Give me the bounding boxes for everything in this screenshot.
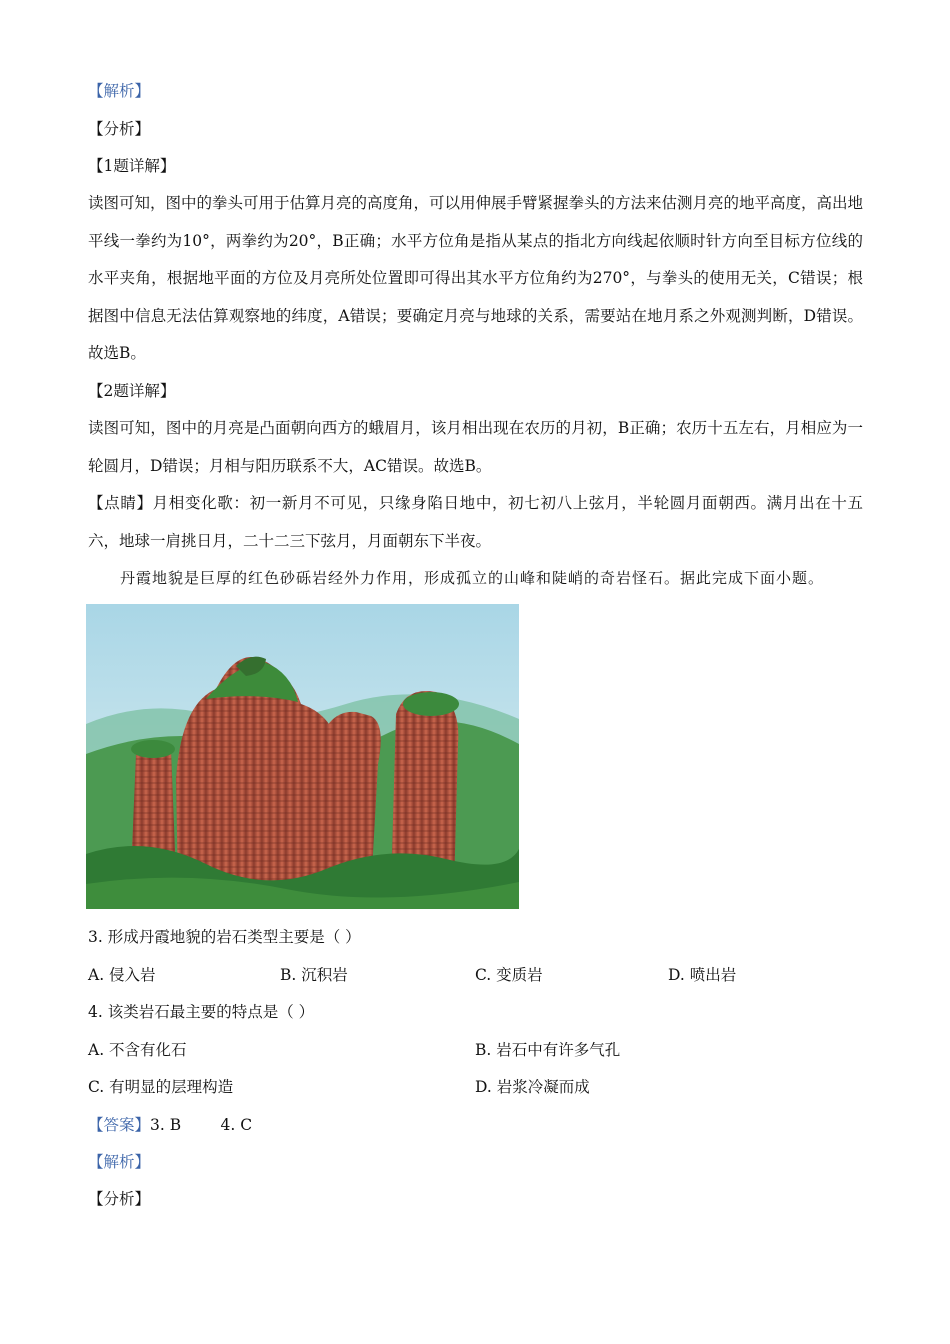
q2-detail-tag: 【2题详解】 bbox=[88, 382, 176, 400]
answer-text: 3. B 4. C bbox=[150, 1116, 253, 1134]
q4-option-c: C. 有明显的层理构造 bbox=[88, 1078, 234, 1096]
tip-paragraph bbox=[88, 485, 863, 560]
tip-text: 月相变化歌：初一新月不可见，只缘身陷日地中，初七初八上弦月，半轮圆月面朝西。满月出在十五六，地球一肩挑日月，二十二三下弦月，月面朝东下半夜。 bbox=[88, 494, 863, 550]
analysis-tag: 【分析】 bbox=[88, 120, 151, 138]
q4-stem: 4. 该类岩石最主要的特点是（ ） bbox=[88, 1003, 315, 1021]
q3-option-d: D. 喷出岩 bbox=[668, 966, 737, 984]
q1-detail-tag: 【1题详解】 bbox=[88, 157, 176, 175]
q3-option-b: B. 沉积岩 bbox=[280, 966, 348, 984]
q1-detail-text: 读图可知，图中的拳头可用于估算月亮的高度角，可以用伸展手臂紧握拳头的方法来估测月亮的地平高度，高出地平线一拳约为10°，两拳约为20°，B正确；水平方位角是指从某点的指北方向线起依顺时针方向至目标方位线的水平夹角，根据地平面的方位及月亮所处位置即可得出其水平方位角约为270°，与拳头的使用无关，C错误；根据图中信息无法估算观察地的纬度，A错误；要确定月亮与地球的关系，需要站在地月系之外观测判断，D错误。故选B。 bbox=[88, 194, 864, 362]
danxia-landform-photo bbox=[86, 604, 519, 909]
analysis-header-tag: 【解析】 bbox=[88, 82, 151, 100]
q2-detail-text: 读图可知，图中的月亮是凸面朝向西方的蛾眉月，该月相出现在农历的月初，B正确；农历十五左右，月相应为一轮圆月，D错误；月相与阳历联系不大，AC错误。故选B。 bbox=[88, 419, 863, 475]
q4-option-b: B. 岩石中有许多气孔 bbox=[475, 1041, 621, 1059]
intro-text: 丹霞地貌是巨厚的红色砂砾岩经外力作用，形成孤立的山峰和陡峭的奇岩怪石。据此完成下面小题。 bbox=[120, 569, 825, 587]
footer-fenxi-tag: 【分析】 bbox=[88, 1190, 151, 1208]
tip-tag: 【点睛】 bbox=[88, 494, 153, 512]
q3-stem: 3. 形成丹霞地貌的岩石类型主要是（ ） bbox=[88, 928, 361, 946]
q4-option-d: D. 岩浆冷凝而成 bbox=[475, 1078, 590, 1096]
footer-analysis-tag: 【解析】 bbox=[88, 1153, 151, 1171]
q3-option-c: C. 变质岩 bbox=[475, 966, 543, 984]
answer-tag: 【答案】 bbox=[88, 1116, 151, 1134]
q3-option-a: A. 侵入岩 bbox=[88, 966, 156, 984]
q4-option-a: A. 不含有化石 bbox=[88, 1041, 187, 1059]
answer-line bbox=[88, 1114, 252, 1136]
